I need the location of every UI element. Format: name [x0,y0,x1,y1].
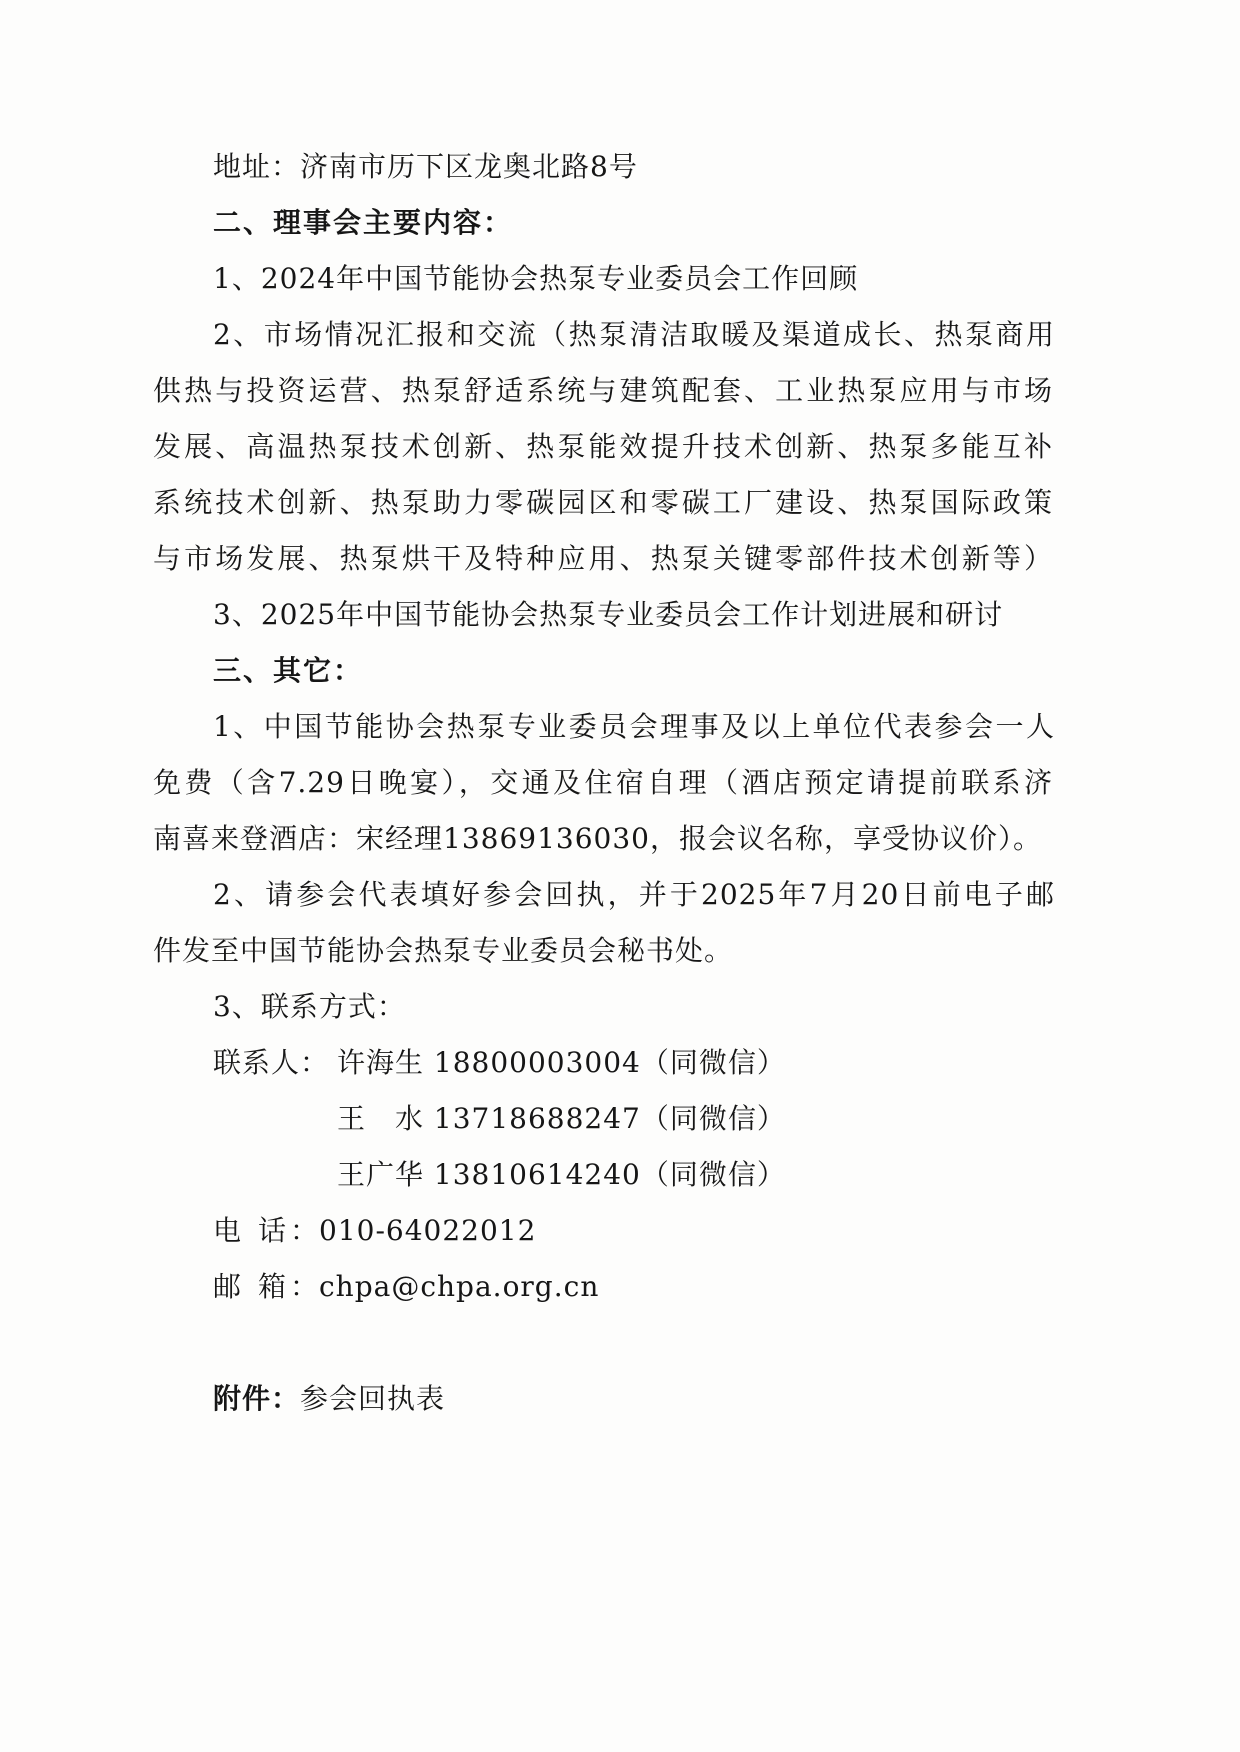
section-3-item-2-line-1: 2、请参会代表填好参会回执，并于2025年7月20日前电子邮 [213,878,1055,911]
section-2-item-1: 1、2024年中国节能协会热泵专业委员会工作回顾 [213,262,859,295]
attachment-line [213,1379,445,1419]
section-2-heading: 二、理事会主要内容： [213,206,514,239]
section-3-item-1-line-1: 1、中国节能协会热泵专业委员会理事及以上单位代表参会一人 [213,710,1055,743]
address-line: 地址：济南市历下区龙奥北路8号 [213,150,638,183]
attachment-label: 附件： [213,1382,301,1415]
section-3-item-1-line-3: 南喜来登酒店：宋经理13869136030，报会议名称，享受协议价）。 [153,822,1042,855]
section-2-item-2-line-4: 系统技术创新、热泵助力零碳园区和零碳工厂建设、热泵国际政策 [153,486,1053,519]
phone-row [213,1211,536,1251]
phone-number: 010-64022012 [319,1214,537,1247]
email-label: 邮 箱： [213,1270,319,1303]
contact-person-1: 许海生 18800003004（同微信） [337,1046,786,1079]
section-3-item-3: 3、联系方式： [213,990,406,1023]
section-2-item-3: 3、2025年中国节能协会热泵专业委员会工作计划进展和研讨 [213,598,1004,631]
section-2-item-2-line-5: 与市场发展、热泵烘干及特种应用、热泵关键零部件技术创新等） [153,542,1053,575]
contact-person-2: 王 水 13718688247（同微信） [337,1102,786,1135]
section-2-item-2-line-2: 供热与投资运营、热泵舒适系统与建筑配套、工业热泵应用与市场 [153,374,1053,407]
section-2-item-2-line-3: 发展、高温热泵技术创新、热泵能效提升技术创新、热泵多能互补 [153,430,1053,463]
section-3-item-2-line-2: 件发至中国节能协会热泵专业委员会秘书处。 [153,934,734,967]
section-3-item-1-line-2: 免费（含7.29日晚宴），交通及住宿自理（酒店预定请提前联系济 [153,766,1053,799]
section-2-item-2-line-1: 2、市场情况汇报和交流（热泵清洁取暖及渠道成长、热泵商用 [213,318,1055,351]
contact-row-1 [213,1043,786,1083]
email-address: chpa@chpa.org.cn [319,1270,600,1303]
contact-row-2 [337,1099,786,1139]
contact-person-label: 联系人： [213,1046,330,1079]
contact-person-3: 王广华 13810614240（同微信） [337,1158,786,1191]
attachment-value: 参会回执表 [300,1382,446,1415]
email-row [213,1267,599,1307]
phone-label: 电 话： [213,1214,319,1247]
contact-row-3 [337,1155,786,1195]
section-3-heading: 三、其它： [213,654,364,687]
